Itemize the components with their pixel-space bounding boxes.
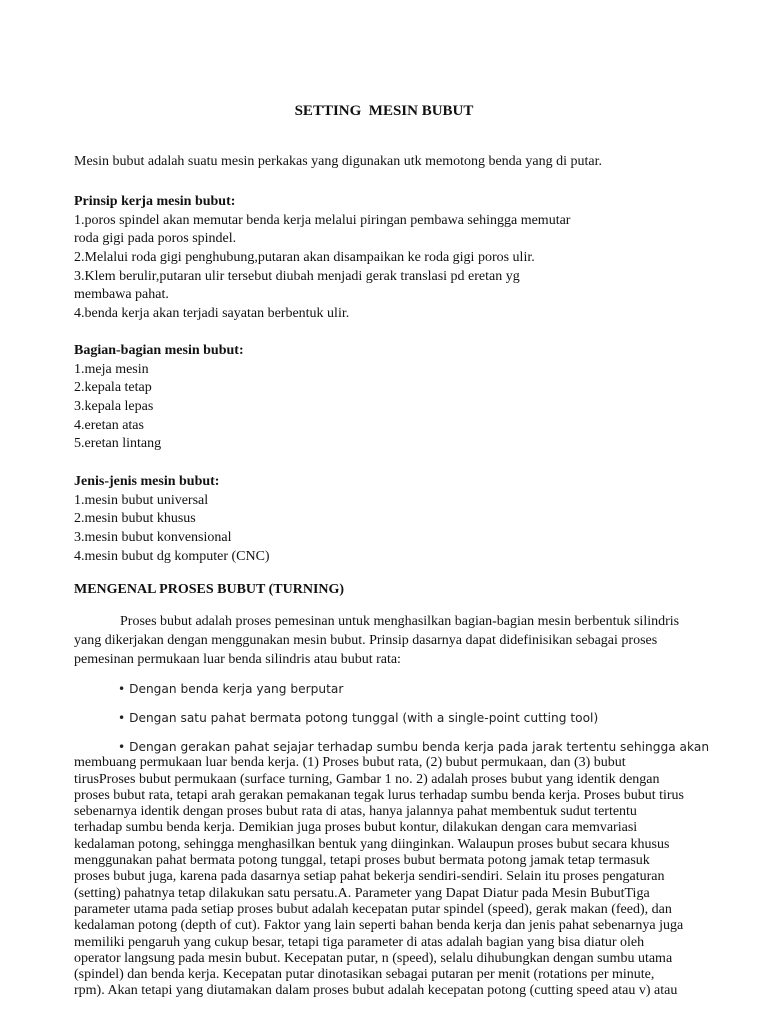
paragraph-line: menggunakan pahat bermata potong tunggal, tetapi proses bubut bermata potong jamak tetap termasuk [74, 853, 650, 869]
jenis-section [74, 473, 714, 566]
long-paragraph [74, 739, 714, 1000]
jenis-item: 1.mesin bubut universal [74, 492, 209, 508]
document-title: SETTING MESIN BUBUT [294, 103, 474, 119]
intro-text: Mesin bubut adalah suatu mesin perkakas yang digunakan utk memotong benda yang di putar. [74, 154, 602, 169]
paragraph-line: proses bubut juga, karena pada dasarnya setiap pahat bekerja sendiri-sendiri. Selain itu proses pengaturan [74, 869, 665, 885]
paragraph-line: (spindel) dan benda kerja. Kecepatan putar dinotasikan sebagai putaran per menit (rotations per minute, [74, 967, 655, 983]
paragraph-line: rpm). Akan tetapi yang diutamakan dalam proses bubut adalah kecepatan potong (cutting speed atau v) atau [74, 983, 678, 999]
bagian-item: 2.kepala tetap [74, 380, 152, 396]
mengenal-heading: MENGENAL PROSES BUBUT (TURNING) [74, 582, 345, 597]
paragraph-line: parameter utama pada setiap proses bubut adalah kecepatan putar spindel (speed), gerak makan (feed), dan [74, 901, 672, 917]
proses-bubut-paragraph [74, 612, 694, 669]
paragraph-line: yang dikerjakan dengan menggunakan mesin bubut. Prinsip dasarnya dapat didefinisikan sebagai proses [74, 633, 658, 648]
paragraph-line: operator langsung pada mesin bubut. Kecepatan putar, n (speed), selalu dihubungkan dengan sumbu utama [74, 950, 673, 966]
bagian-item: 3.kepala lepas [74, 399, 154, 415]
bagian-item: 1.meja mesin [74, 361, 149, 377]
paragraph-line: pemesinan permukaan luar benda silindris atau bubut rata: [74, 652, 401, 667]
bagian-section [74, 342, 714, 454]
bullet-item: • Dengan satu pahat bermata potong tunggal (with a single-point cutting tool) [118, 711, 599, 725]
bagian-item: 5.eretan lintang [74, 436, 162, 452]
prinsip-heading: Prinsip kerja mesin bubut: [74, 194, 236, 209]
jenis-heading: Jenis-jenis mesin bubut: [74, 474, 220, 489]
paragraph-line: kedalaman potong (depth of cut). Faktor yang lain seperti bahan benda kerja dan jenis pahat sebenarnya juga [74, 918, 684, 934]
paragraph-line: terhadap sumbu benda kerja. Demikian juga proses bubut kontur, dilakukan dengan cara memvariasi [74, 820, 638, 836]
intro-paragraph [74, 153, 714, 172]
paragraph-line: (setting) pahatnya tetap dilakukan satu persatu.A. Parameter yang Dapat Diatur pada Mesin BubutTiga [74, 885, 650, 901]
prinsip-line: roda gigi pada poros spindel. [74, 231, 237, 247]
jenis-item: 2.mesin bubut khusus [74, 511, 196, 527]
paragraph-line: memiliki pengaruh yang cukup besar, tetapi tiga parameter di atas adalah bagian yang bisa diatur oleh [74, 934, 645, 950]
paragraph-line: sebenarnya identik dengan proses bubut rata di atas, hanya jalannya pahat membentuk sudut tertentu [74, 804, 637, 820]
paragraph-line: proses bubut rata, tetapi arah gerakan pemakanan tegak lurus terhadap sumbu benda kerja. Proses bubut tirus [74, 787, 684, 803]
prinsip-section [74, 193, 714, 324]
paragraph-line: kedalaman potong, sehingga menghasilkan bentuk yang diinginkan. Walaupun proses bubut secara khusus [74, 836, 670, 852]
prinsip-line: 4.benda kerja akan terjadi sayatan berbentuk ulir. [74, 306, 350, 322]
bullet-item: • Dengan benda kerja yang berputar [118, 682, 344, 696]
prinsip-line: membawa pahat. [74, 287, 169, 303]
paragraph-line: membuang permukaan luar benda kerja. (1) Proses bubut rata, (2) bubut permukaan, dan (3) bubut [74, 755, 626, 771]
paragraph-line: tirusProses bubut permukaan (surface turning, Gambar 1 no. 2) adalah proses bubut yang identik dengan [74, 771, 660, 787]
bagian-item: 4.eretan atas [74, 417, 144, 433]
jenis-item: 4.mesin bubut dg komputer (CNC) [74, 548, 270, 564]
paragraph-line: Proses bubut adalah proses pemesinan untuk menghasilkan bagian-bagian mesin berbentuk silindris [120, 614, 680, 629]
jenis-item: 3.mesin bubut konvensional [74, 530, 232, 546]
prinsip-line: 3.Klem berulir,putaran ulir tersebut diubah menjadi gerak translasi pd eretan yg [74, 268, 520, 284]
prinsip-line: 2.Melalui roda gigi penghubung,putaran akan disampaikan ke roda gigi poros ulir. [74, 250, 535, 266]
bullet-item: • Dengan gerakan pahat sejajar terhadap sumbu benda kerja pada jarak tertentu sehingga akan [118, 740, 710, 754]
bagian-heading: Bagian-bagian mesin bubut: [74, 343, 244, 358]
prinsip-line: 1.poros spindel akan memutar benda kerja melalui piringan pembawa sehingga memutar [74, 212, 571, 228]
